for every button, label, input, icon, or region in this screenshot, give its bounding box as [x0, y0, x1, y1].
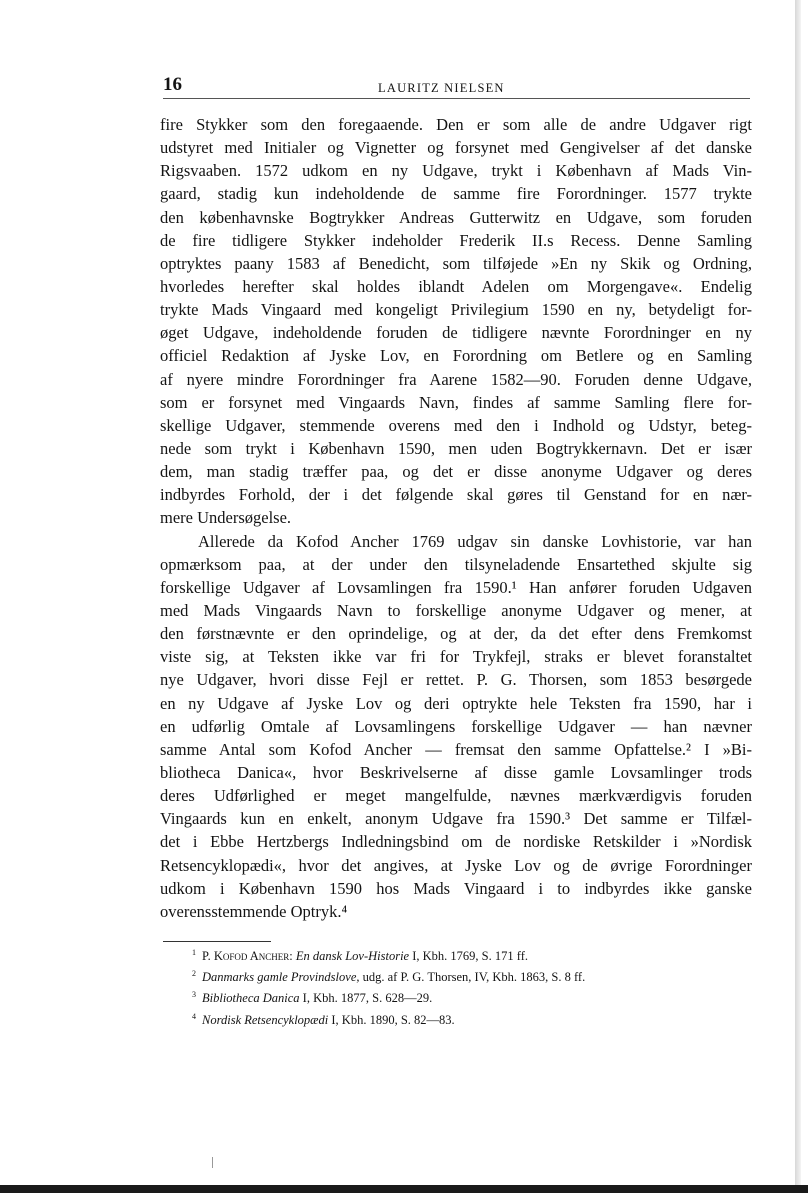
text-line: som er forsynet med Vingaards Navn, findes af samme Samling flere for- — [160, 392, 752, 412]
text-line: bliotheca Danica«, hvor Beskrivelserne af disse gamle Lovsamlinger trods — [160, 762, 752, 782]
footnote-title: Nordisk Retsencyklopædi — [202, 1012, 329, 1027]
text-line: Vingaards kun en enkelt, anonym Udgave fra 1590.³ Det samme er Tilfæl- — [160, 809, 752, 829]
text-line: en udførlig Omtale af Lovsamlingens forskellige Udgaver — han nævner — [160, 716, 752, 736]
footnote-title: Bibliotheca Danica — [202, 991, 300, 1006]
text-line: udkom i København 1590 hos Mads Vingaard i to indbyrdes ikke ganske — [160, 878, 752, 898]
footnotes — [192, 944, 732, 1029]
text-line: øget Udgave, indeholdende foruden de tidligere nævnte Forordninger en ny — [160, 323, 752, 343]
footnote-mark: 3 — [192, 990, 196, 1000]
footnote-reference: udg. af P. G. Thorsen, IV, Kbh. 1863, S. 8 ff. — [359, 970, 586, 985]
page-header — [163, 74, 750, 100]
text-line: mere Undersøgelse. — [160, 508, 292, 528]
text-line: indbyrdes Forhold, der i det følgende skal gøres til Genstand for en nær- — [160, 485, 752, 505]
footnote-mark: 4 — [192, 1011, 196, 1021]
footnote-title: Danmarks gamle Provindslove, — [202, 970, 360, 985]
page-edge-shadow — [795, 0, 801, 1193]
footnote-author: P. Kofod Ancher: — [202, 949, 293, 963]
text-line: skellige Udgaver, stemmende overens med den i Indhold og Udstyr, beteg- — [160, 415, 752, 435]
scan-mark — [212, 1157, 213, 1168]
text-line: det i Ebbe Hertzbergs Indledningsbind om de nordiske Retskilder i »Nordisk — [160, 832, 752, 852]
text-line: trykte Mads Vingaard med kongeligt Privilegium 1590 en ny, betydeligt for- — [160, 300, 752, 320]
footnote — [192, 1008, 732, 1029]
text-line: den københavnske Bogtrykker Andreas Gutterwitz en Udgave, som foruden — [160, 207, 752, 227]
text-line: den førstnævnte er den oprindelige, og at der, da det efter dens Fremkomst — [160, 624, 752, 644]
footnote-reference: I, Kbh. 1877, S. 628—29. — [299, 991, 433, 1006]
footnote-mark: 1 — [192, 948, 196, 957]
footnote-rule — [163, 941, 271, 942]
text-line: overensstemmende Optryk.⁴ — [160, 901, 348, 921]
text-line: de fire tidligere Stykker indeholder Frederik II.s Recess. Denne Samling — [160, 230, 752, 250]
text-line: udstyret med Initialer og Vignetter og forsynet med Gengivelser af det danske — [160, 138, 752, 158]
footnote — [192, 986, 732, 1007]
text-line: deres Udførlighed er meget mangelfulde, nævnes mærkværdigvis foruden — [160, 786, 752, 806]
page-number: 16 — [163, 74, 182, 95]
footnote-title: En dansk Lov-Historie — [295, 949, 410, 963]
text-line: en ny Udgave af Jyske Lov og deri optrykte hele Teksten fra 1590, har i — [160, 693, 752, 713]
text-line: opmærksom paa, at der under den tilsyneladende Ensartethed skjulte sig — [160, 554, 752, 574]
text-line: Allerede da Kofod Ancher 1769 udgav sin danske Lovhistorie, var han — [198, 531, 752, 551]
text-line: officiel Redaktion af Jyske Lov, en Forordning om Betlere og en Samling — [160, 346, 752, 366]
body-text — [160, 113, 752, 923]
text-line: optryktes paany 1583 af Benedicht, som tilføjede »En ny Skik og Ordning, — [160, 253, 752, 273]
text-line: viste sig, at Teksten ikke var fri for Trykfejl, straks er blevet foranstaltet — [160, 647, 752, 667]
footnote-reference: I, Kbh. 1890, S. 82—83. — [328, 1012, 455, 1027]
footnote — [192, 944, 732, 965]
scan-bottom-edge — [0, 1185, 808, 1193]
header-rule — [163, 98, 750, 99]
text-line: fire Stykker som den foregaaende. Den er som alle de andre Udgaver rigt — [160, 115, 752, 134]
footnote-mark: 2 — [192, 969, 196, 979]
running-head: LAURITZ NIELSEN — [378, 81, 505, 95]
text-line: hvorledes herefter skal holdes iblandt Adelen om Morgengave«. Endelig — [160, 276, 752, 296]
text-line: samme Antal som Kofod Ancher — fremsat den samme Opfattelse.² I »Bi- — [160, 739, 752, 759]
text-line: nede som trykt i København 1590, men uden Bogtrykkernavn. Det er især — [160, 438, 752, 458]
text-line: med Mads Vingaards Navn to forskellige anonyme Udgaver og mener, at — [160, 600, 752, 620]
text-line: forskellige Udgaver af Lovsamlingen fra 1590.¹ Han anfører foruden Udgaven — [160, 577, 752, 597]
text-line: Retsencyklopædi«, hvor det angives, at Jyske Lov og de øvrige Forordninger — [160, 855, 752, 875]
text-line: gaard, stadig kun indeholdende de samme fire Forordninger. 1577 trykte — [160, 184, 752, 204]
text-line: af nyere mindre Forordninger fra Aarene 1582—90. Foruden denne Udgave, — [160, 369, 752, 389]
footnote — [192, 965, 732, 986]
text-line: nye Udgaver, hvori disse Fejl er rettet. P. G. Thorsen, som 1853 besørgede — [160, 670, 752, 690]
footnote-reference: I, Kbh. 1769, S. 171 ff. — [409, 949, 528, 963]
text-line: Rigsvaaben. 1572 udkom en ny Udgave, trykt i København af Mads Vin- — [160, 161, 752, 181]
text-line: dem, man stadig træffer paa, og det er disse anonyme Udgaver og deres — [160, 462, 752, 482]
